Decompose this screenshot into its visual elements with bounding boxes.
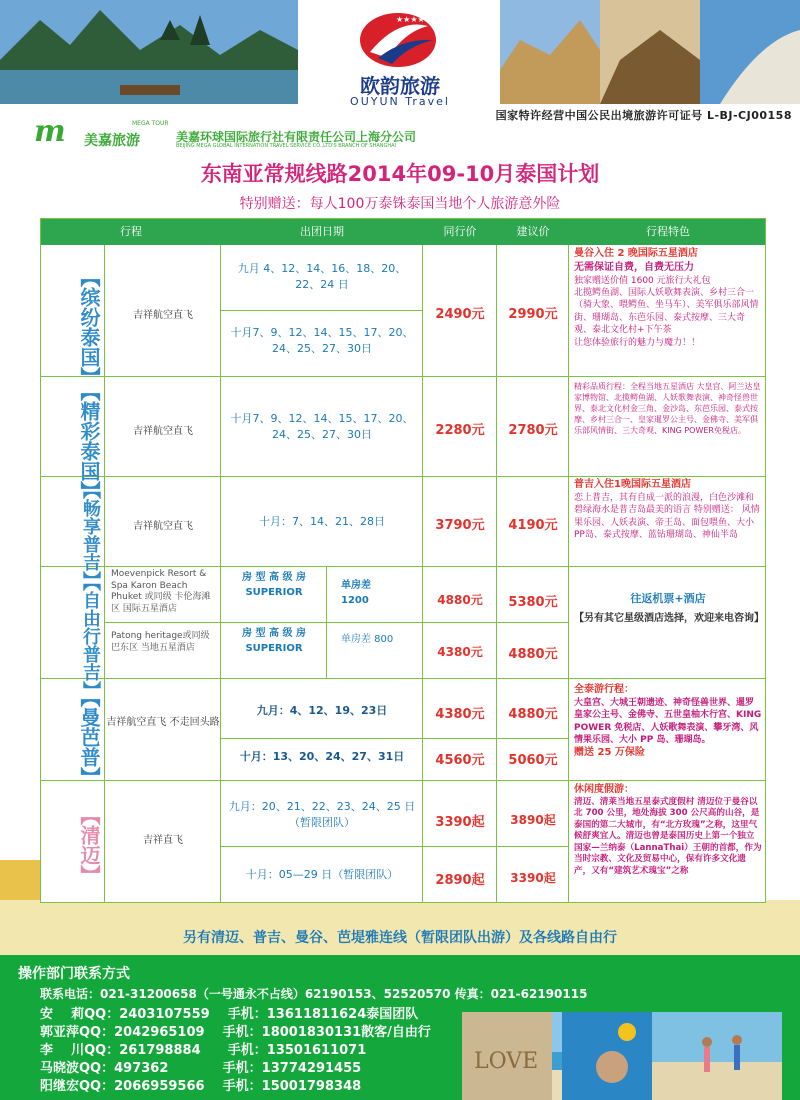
route-name: 【自由行普吉】 [80, 573, 101, 699]
departure-dates: 十月：05—29 日（暂限团队） [245, 868, 399, 881]
route-features [571, 683, 765, 760]
trade-price: 2890起 [435, 873, 485, 888]
room-type: 房 型 高 级 房 SUPERIOR [242, 572, 306, 598]
contact-person-line: 安 莉QQ：2403107559 手机：13611811624泰国团队 [40, 1007, 419, 1022]
trade-price: 4380元 [435, 707, 485, 722]
other-routes-note: 另有清迈、普吉、曼谷、芭堤雅连线（暂限团队出游）及各线路自由行 [183, 930, 617, 946]
ouyun-emblem-icon [358, 8, 438, 68]
header-retail-price: 建议价 [497, 219, 569, 245]
feature-body: 恋上普吉，其有自成一派的浪漫，白色沙滩和碧绿海水是普吉岛最美的语言 特别赠送： 风情果乐园、人妖表演、帝王岛、面包喂鱼、大小PP岛、泰式按摩、蓝钻珊瑚岛、神仙半岛 [574, 492, 760, 541]
route-name: 【曼芭普】 [77, 687, 101, 787]
trade-price: 4560元 [435, 753, 485, 768]
hotel-info: Patong heritage或同级 巴东区 当地五星酒店 [111, 631, 210, 653]
feature-body: 清迈、清莱当地五星泰式度假村 清迈位于曼谷以北 700 公里，地处海拔 300 公尺高的山谷，是泰国的第二大城市，有“北方玫瑰”之称，这里气候舒爽宜人。清迈也曾是泰国历史上第一个独立国家—兰纳泰（LannaThai）王朝的首都，作为当时宗教、文化及贸易中心，保有许多文化遗产，又有“建筑艺术瑰宝”之称 [574, 796, 762, 877]
airline-cell [105, 679, 221, 781]
feature-body: 大皇宫、大城王朝遗迹、神奇怪兽世界、暹罗皇家公主号、金佛寺、五世皇柚木行宫、KING POWER 免税店、人妖歌舞表演、攀牙湾、风情果乐园、大小 PP 岛、珊瑚岛。 [574, 697, 762, 746]
feature-title: 休闲度假游： [574, 784, 634, 795]
route-features [571, 591, 765, 626]
retail-price: 5380元 [508, 595, 558, 610]
feature-body: 北揽鳄鱼湖、国际人妖歌舞表演、乡村三合一（骑大象、喂鳄鱼、坐马车）、美军俱乐部风情街、珊瑚岛、东芭乐园、泰式按摩、三大奇观、泰北文化村+下午茶 [574, 288, 759, 336]
departure-dates: 十月：7、14、21、28日 [259, 515, 385, 528]
route-name: 【精彩泰国】 [77, 381, 101, 501]
feature-subtitle: 无需保证自费，自费无压力 [574, 261, 694, 273]
contact-person-line: 李 川QQ：261798884 手机：13501611071 [40, 1043, 367, 1058]
trade-price: 2280元 [435, 423, 485, 438]
feature-ending: 赠送 25 万保险 [574, 747, 645, 759]
airline: 吉祥航空直飞 [133, 521, 193, 532]
itinerary-table [40, 218, 766, 903]
single-supplement: 单房差 1200 [341, 580, 371, 606]
love-text: LOVE [474, 1049, 539, 1074]
retail-price: 5060元 [508, 753, 558, 768]
route-name: 【畅享普吉】 [80, 481, 101, 589]
route-name: 【缤纷泰国】 [77, 267, 101, 387]
contact-phone-line: 联系电话：021-31200658（一号通永不占线）62190153、52520570 传真：021-62190115 [40, 987, 588, 1001]
trade-price: 3390起 [435, 815, 485, 830]
contact-person-line: 郭亚萍QQ：2042965109 手机：18001830131散客/自由行 [40, 1025, 431, 1040]
company-name-en: BEIJING MEGA GLOBAL INTERNATION TRAVEL SERVICE CO.,LTD'S BRANCH OF SHANGHAI [176, 143, 397, 149]
single-supplement-cell [327, 623, 423, 679]
mega-tour-cn: 美嘉旅游 [84, 133, 140, 149]
contact-person-line: 马晓波QQ：497362 手机：13774291455 [40, 1061, 362, 1076]
hotel-info: Moevenpick Resort & Spa Karon Beach Phuket 或同级 卡伦海滩区 国际五星酒店 [111, 569, 211, 615]
license-number: 国家特许经营中国公民出境旅游许可证号 L-BJ-CJ00158 [495, 109, 792, 122]
page-subtitle: 特别赠送：每人100万泰铢泰国当地个人旅游意外险 [239, 196, 561, 212]
brand-name-cn: 欧韵旅游 [360, 74, 440, 98]
airline: 吉祥航空直飞 不走回头路 [106, 717, 220, 728]
departure-dates: 九月：4、12、19、23日 [256, 704, 388, 717]
route-features [571, 478, 765, 541]
retail-price: 4190元 [508, 518, 558, 533]
single-supplement: 单房差 800 [341, 634, 394, 645]
departure-dates: 十月7、9、12、14、15、17、20、24、25、27、30日 [230, 412, 414, 441]
room-type: 房 型 高 级 房 SUPERIOR [242, 628, 306, 654]
contact-person-line: 阳继宏QQ：2066959566 手机：15001798348 [40, 1079, 362, 1094]
brand-name-en: OUYUN Travel [350, 95, 450, 108]
company-name: 美嘉环球国际旅行社有限责任公司上海分公司 [176, 130, 417, 144]
beach-love-photo [462, 1012, 782, 1100]
feature-body: 【另有其它星级酒店选择，欢迎来电咨询】 [574, 613, 764, 625]
page-title: 东南亚常规线路2014年09-10月泰国计划 [200, 162, 600, 186]
retail-price: 3890起 [510, 813, 556, 827]
header-route: 行程 [41, 219, 221, 245]
departure-dates: 十月：13、20、24、27、31日 [239, 750, 405, 763]
airline: 吉祥直飞 [143, 835, 183, 846]
feature-gift: 独家赠送价值 1600 元旅行大礼包 [574, 275, 711, 286]
trade-price: 4380元 [437, 645, 483, 659]
departure-dates: 九月：20、21、22、23、24、25 日（暂限团队） [228, 800, 416, 829]
feature-title: 普吉入住1晚国际五星酒店 [574, 479, 691, 490]
retail-price: 3390起 [510, 871, 556, 885]
trade-price: 4880元 [437, 593, 483, 607]
retail-price: 4880元 [508, 647, 558, 662]
retail-price: 2780元 [508, 423, 558, 438]
trade-price: 2490元 [435, 307, 485, 322]
route-features [571, 783, 765, 878]
mega-tour-logo [34, 114, 184, 154]
retail-price: 4880元 [508, 707, 558, 722]
feature-title: 全泰游行程： [574, 684, 634, 695]
contact-title: 操作部门联系方式 [18, 966, 130, 982]
retail-price: 2990元 [508, 307, 558, 322]
header-trade-price: 同行价 [423, 219, 497, 245]
svg-text:★★★★: ★★★★ [396, 15, 425, 24]
ouyun-logo [300, 0, 500, 112]
header-dates: 出团日期 [221, 219, 423, 245]
airline: 吉祥航空直飞 [133, 426, 193, 437]
departure-dates: 九月 4、12、14、16、18、20、22、24 日 [237, 262, 407, 291]
header-features: 行程特色 [569, 219, 766, 245]
mega-tour-en: MEGA TOUR [132, 120, 169, 127]
feature-body: 精彩品质行程：全程当地五星酒店 大皇宫、阿兰达皇家博物馆、北揽鳄鱼湖、人妖歌舞表演、神奇怪兽世界、泰北文化村金三角、金沙岛、东芭乐园、泰式按摩、乡村三合一、皇家暹罗公主号、金佛寺、美军俱乐部风情街、三大奇观、KING POWER免税店。 [574, 382, 761, 436]
feature-title: 往返机票+酒店 [630, 592, 706, 605]
route-name: 【清迈】 [77, 805, 101, 885]
airline: 吉祥航空直飞 [133, 310, 193, 321]
banner-landscape-right-photo [500, 0, 800, 104]
route-features [571, 247, 765, 349]
banner-landscape-left-photo [0, 0, 298, 104]
trade-price: 3790元 [435, 518, 485, 533]
departure-dates: 十月7、9、12、14、15、17、20、24、25、27、30日 [230, 326, 414, 355]
feature-ending: 让您体验旅行的魅力与魔力！！ [574, 337, 701, 348]
feature-title: 曼谷入住 2 晚国际五星酒店 [574, 248, 698, 259]
mega-tour-mark: m [34, 114, 66, 149]
